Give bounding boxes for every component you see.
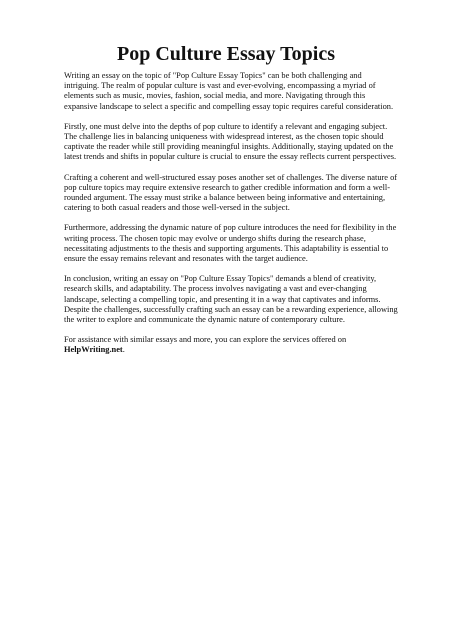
- paragraph-1: Writing an essay on the topic of "Pop Culture Essay Topics" can be both challenging and intriguing. The realm of popular culture is vast and ever-evolving, encompassing a myriad of elements such as music, movies, fashion, social media, and more. Navigating through this expansive landscape to select a specific and compelling essay topic requires careful consideration.: [64, 71, 394, 111]
- paragraph-3: Crafting a coherent and well-structured essay poses another set of challenges. The diverse nature of pop culture topics may require extensive research to gather credible information and form a well-rounded argument. The essay must strike a balance between being informative and entertaining, catering to both casual readers and those well-versed in the subject.: [64, 172, 398, 213]
- closing-period: .: [122, 345, 125, 355]
- paragraph-5: In conclusion, writing an essay on "Pop Culture Essay Topics" demands a blend of creativity, research skills, and adaptability. The process involves navigating a vast and ever-changing landscape, selecting a compelling topic, and presenting it in a way that captivates and informs. Despite the challenges, successfully crafting such an essay can be a rewarding experience, allowing the writer to explore and communicate the dynamic nature of contemporary culture.: [64, 274, 398, 325]
- paragraph-2: Firstly, one must delve into the depths of pop culture to identify a relevant and engaging subject. The challenge lies in balancing uniqueness with widespread interest, as the chosen topic should captivate the reader while still providing meaningful insights. Additionally, staying updated on the latest trends and shifts in popular culture is crucial to ensure the essay reflects current perspectives.: [64, 121, 397, 162]
- paragraph-4: Furthermore, addressing the dynamic nature of pop culture introduces the need for flexibility in the writing process. The chosen topic may evolve or undergo shifts during the research phase, necessitating adjustments to the thesis and supporting arguments. This adaptability is essential to ensure the essay remains relevant and resonates with the target audience.: [64, 223, 397, 264]
- closing-paragraph: [64, 335, 398, 355]
- document-title: Pop Culture Essay Topics: [116, 43, 336, 65]
- helpwriting-link[interactable]: HelpWriting.net: [64, 345, 123, 355]
- document-body: [64, 71, 398, 356]
- closing-text: For assistance with similar essays and more, you can explore the services offered on: [64, 335, 347, 345]
